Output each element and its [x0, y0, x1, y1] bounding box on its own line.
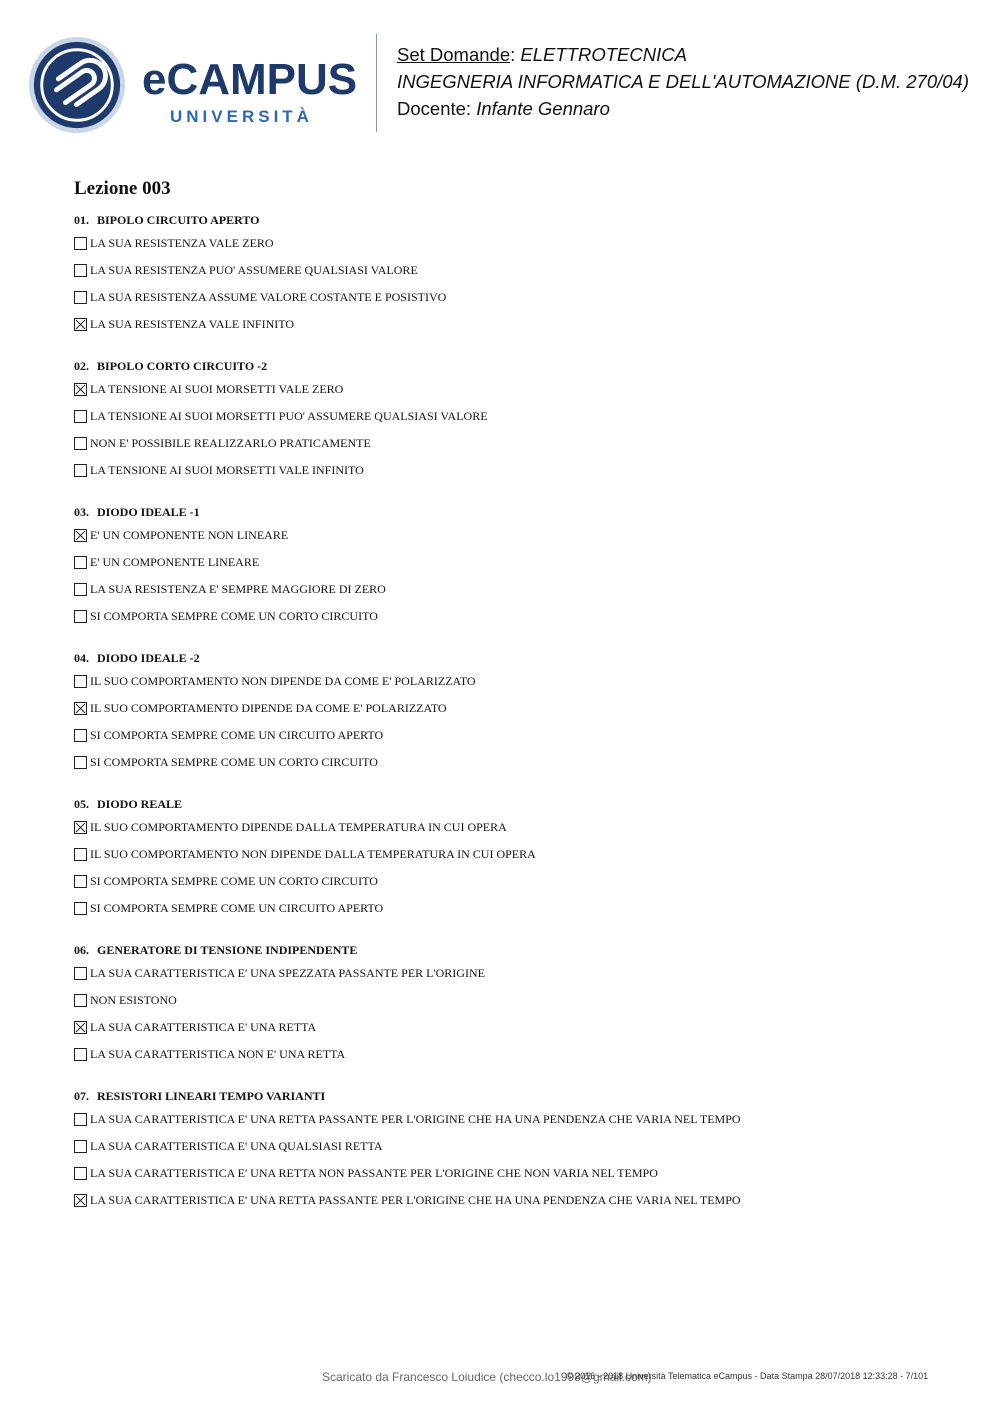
answer-option-label: SI COMPORTA SEMPRE COME UN CORTO CIRCUITO — [90, 874, 378, 888]
page-header — [0, 0, 1000, 150]
question-number: 04. — [74, 651, 89, 665]
answer-option-label: IL SUO COMPORTAMENTO NON DIPENDE DALLA TEMPERATURA IN CUI OPERA — [90, 847, 536, 861]
question-title — [74, 357, 974, 375]
checkbox-checked-icon — [74, 383, 87, 396]
answer-option — [74, 236, 974, 263]
answer-option — [74, 901, 974, 928]
checkbox-empty-icon — [74, 410, 87, 423]
lesson-content — [74, 178, 974, 1233]
checkbox-checked-icon — [74, 529, 87, 542]
question-title — [74, 211, 974, 229]
answer-option-label: E' UN COMPONENTE NON LINEARE — [90, 528, 289, 542]
checkbox-empty-icon — [74, 610, 87, 623]
answer-option — [74, 993, 974, 1020]
question-item — [74, 795, 974, 928]
question-title — [74, 503, 974, 521]
answer-option — [74, 263, 974, 290]
answer-option-label: SI COMPORTA SEMPRE COME UN CIRCUITO APERTO — [90, 728, 384, 742]
checkbox-empty-icon — [74, 902, 87, 915]
answer-option — [74, 701, 974, 728]
checkbox-empty-icon — [74, 264, 87, 277]
question-text: DIODO IDEALE -2 — [97, 651, 200, 665]
checkbox-empty-icon — [74, 556, 87, 569]
question-list — [74, 211, 974, 1220]
ecampus-logo-text: eCAMPUS — [142, 55, 358, 104]
answer-option — [74, 820, 974, 847]
answer-option — [74, 966, 974, 993]
question-number: 05. — [74, 797, 89, 811]
question-item — [74, 503, 974, 636]
question-item — [74, 1087, 974, 1220]
answer-option-label: SI COMPORTA SEMPRE COME UN CORTO CIRCUITO — [90, 755, 378, 769]
answer-option — [74, 1020, 974, 1047]
checkbox-empty-icon — [74, 291, 87, 304]
answer-option — [74, 463, 974, 490]
docente-name: Infante Gennaro — [476, 98, 610, 119]
checkbox-empty-icon — [74, 875, 87, 888]
answer-option-label: LA SUA CARATTERISTICA E' UNA RETTA — [90, 1020, 317, 1034]
set-label: Set Domande — [397, 44, 511, 65]
subject: ELETTROTECNICA — [520, 44, 687, 65]
checkbox-checked-icon — [74, 702, 87, 715]
question-text: GENERATORE DI TENSIONE INDIPENDENTE — [97, 943, 358, 957]
answer-option — [74, 1166, 974, 1193]
answer-option-label: LA SUA RESISTENZA VALE INFINITO — [90, 317, 295, 331]
question-title — [74, 649, 974, 667]
answer-option — [74, 555, 974, 582]
question-number: 06. — [74, 943, 89, 957]
checkbox-empty-icon — [74, 437, 87, 450]
question-title — [74, 1087, 974, 1105]
header-info — [397, 41, 969, 122]
answer-option-label: LA SUA CARATTERISTICA E' UNA QUALSIASI RETTA — [90, 1139, 383, 1153]
checkbox-empty-icon — [74, 583, 87, 596]
set-line: Set Domande: ELETTROTECNICA — [397, 44, 687, 65]
answer-option-label: NON ESISTONO — [90, 993, 177, 1007]
checkbox-empty-icon — [74, 994, 87, 1007]
checkbox-empty-icon — [74, 1048, 87, 1061]
question-number: 07. — [74, 1089, 89, 1103]
answer-option-label: LA SUA RESISTENZA PUO' ASSUMERE QUALSIASI VALORE — [90, 263, 418, 277]
docente-label: Docente: — [397, 98, 472, 119]
question-title — [74, 941, 974, 959]
answer-option — [74, 382, 974, 409]
checkbox-checked-icon — [74, 821, 87, 834]
checkbox-empty-icon — [74, 756, 87, 769]
lesson-title: Lezione 003 — [74, 178, 171, 199]
program: INGEGNERIA INFORMATICA E DELL'AUTOMAZIONE (D.M. 270/04) — [397, 71, 969, 92]
question-text: DIODO IDEALE -1 — [97, 505, 200, 519]
checkbox-empty-icon — [74, 1140, 87, 1153]
answer-option-label: LA SUA RESISTENZA E' SEMPRE MAGGIORE DI ZERO — [90, 582, 386, 596]
answer-option — [74, 1047, 974, 1074]
answer-option-label: LA SUA CARATTERISTICA E' UNA RETTA PASSANTE PER L'ORIGINE CHE HA UNA PENDENZA CHE VARIA NEL TEMPO — [90, 1112, 741, 1126]
question-text: BIPOLO CIRCUITO APERTO — [97, 213, 260, 227]
answer-option — [74, 728, 974, 755]
answer-option-label: IL SUO COMPORTAMENTO NON DIPENDE DA COME E' POLARIZZATO — [90, 674, 476, 688]
docente-line — [397, 95, 969, 122]
answer-option-label: LA SUA CARATTERISTICA E' UNA RETTA NON PASSANTE PER L'ORIGINE CHE NON VARIA NEL TEMPO — [90, 1166, 658, 1180]
answer-option-label: LA SUA RESISTENZA ASSUME VALORE COSTANTE E POSISTIVO — [90, 290, 447, 304]
checkbox-empty-icon — [74, 848, 87, 861]
checkbox-checked-icon — [74, 1194, 87, 1207]
footer-copyright: © 2016 - 2018 Università Telematica eCampus - Data Stampa 28/07/2018 12:33:28 - 7/101 — [566, 1371, 929, 1381]
question-item — [74, 649, 974, 782]
answer-option — [74, 582, 974, 609]
answer-option — [74, 436, 974, 463]
answer-option — [74, 847, 974, 874]
answer-option — [74, 317, 974, 344]
question-text: DIODO REALE — [97, 797, 183, 811]
answer-option — [74, 290, 974, 317]
answer-option-label: IL SUO COMPORTAMENTO DIPENDE DA COME E' POLARIZZATO — [90, 701, 447, 715]
footer-downloaded-by: Scaricato da Francesco Loiudice (checco.lo1998@gmail.com) — [322, 1370, 652, 1384]
ecampus-logo-subtitle: UNIVERSITÀ — [170, 107, 313, 126]
question-item — [74, 211, 974, 344]
question-text: BIPOLO CORTO CIRCUITO -2 — [97, 359, 268, 373]
checkbox-checked-icon — [74, 318, 87, 331]
answer-option-label: SI COMPORTA SEMPRE COME UN CORTO CIRCUITO — [90, 609, 378, 623]
answer-option — [74, 609, 974, 636]
ecampus-emblem-icon — [28, 36, 126, 134]
answer-option-label: NON E' POSSIBILE REALIZZARLO PRATICAMENTE — [90, 436, 371, 450]
answer-option-label: LA TENSIONE AI SUOI MORSETTI VALE INFINITO — [90, 463, 364, 477]
answer-option-label: E' UN COMPONENTE LINEARE — [90, 555, 260, 569]
question-item — [74, 941, 974, 1074]
page-footer — [0, 1368, 1000, 1388]
answer-option-label: IL SUO COMPORTAMENTO DIPENDE DALLA TEMPERATURA IN CUI OPERA — [90, 820, 507, 834]
checkbox-empty-icon — [74, 675, 87, 688]
question-number: 03. — [74, 505, 89, 519]
checkbox-empty-icon — [74, 1167, 87, 1180]
answer-option-label: LA SUA RESISTENZA VALE ZERO — [90, 236, 274, 250]
checkbox-empty-icon — [74, 464, 87, 477]
header-divider — [376, 34, 377, 132]
answer-option-label: SI COMPORTA SEMPRE COME UN CIRCUITO APERTO — [90, 901, 384, 915]
checkbox-empty-icon — [74, 1113, 87, 1126]
checkbox-empty-icon — [74, 729, 87, 742]
question-number: 02. — [74, 359, 89, 373]
answer-option — [74, 1139, 974, 1166]
answer-option-label: LA TENSIONE AI SUOI MORSETTI VALE ZERO — [90, 382, 344, 396]
answer-option — [74, 674, 974, 701]
answer-option — [74, 1112, 974, 1139]
answer-option-label: LA SUA CARATTERISTICA E' UNA SPEZZATA PASSANTE PER L'ORIGINE — [90, 966, 485, 980]
answer-option — [74, 1193, 974, 1220]
answer-option-label: LA TENSIONE AI SUOI MORSETTI PUO' ASSUMERE QUALSIASI VALORE — [90, 409, 488, 423]
answer-option-label: LA SUA CARATTERISTICA NON E' UNA RETTA — [90, 1047, 346, 1061]
question-item — [74, 357, 974, 490]
checkbox-empty-icon — [74, 967, 87, 980]
checkbox-checked-icon — [74, 1021, 87, 1034]
question-text: RESISTORI LINEARI TEMPO VARIANTI — [97, 1089, 326, 1103]
checkbox-empty-icon — [74, 237, 87, 250]
answer-option-label: LA SUA CARATTERISTICA E' UNA RETTA PASSANTE PER L'ORIGINE CHE HA UNA PENDENZA CHE VARIA NEL TEMPO — [90, 1193, 741, 1207]
answer-option — [74, 528, 974, 555]
answer-option — [74, 755, 974, 782]
question-number: 01. — [74, 213, 89, 227]
answer-option — [74, 874, 974, 901]
answer-option — [74, 409, 974, 436]
question-title — [74, 795, 974, 813]
